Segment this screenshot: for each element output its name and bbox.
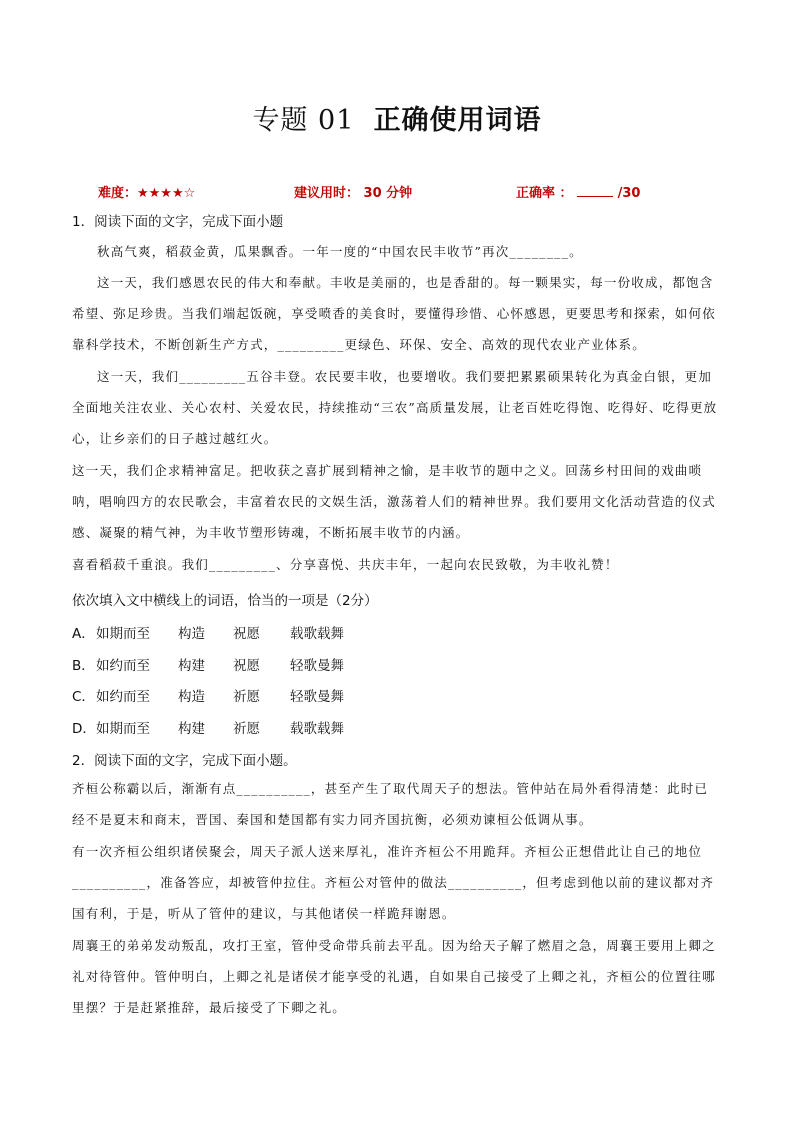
- option-key: B．: [72, 658, 95, 674]
- question-2-heading: 2．阅读下面的文字，完成下面小题。: [72, 753, 297, 769]
- q1-paragraph-4: 这一天，我们企求精神富足。把收获之喜扩展到精神之愉，是丰收节的题中之义。回荡乡村田间的戏曲唢呐，唱响四方的农民歌会，丰富着农民的文娱生活，激荡着人们的精神世界。我们要用文化活动营造的仪式感、凝聚的精气神，为丰收节塑形铸魂，不断拓展丰收节的内涵。: [72, 463, 716, 540]
- option-word: 载歌载舞: [290, 721, 344, 737]
- option-word: 祈愿: [233, 689, 260, 705]
- accuracy-label: 正确率 ：: [516, 186, 573, 201]
- option-word: 如约而至: [96, 658, 150, 674]
- q1-paragraph-5: 喜看稻菽千重浪。我们_________、分享喜悦、共庆丰年，一起向农民致敬，为丰收礼赞！: [72, 557, 619, 572]
- accuracy-total: /30: [617, 186, 641, 201]
- option-key: C．: [72, 689, 95, 705]
- accuracy-blank[interactable]: [577, 184, 613, 197]
- option-word: 祈愿: [233, 721, 260, 737]
- question-1-heading: 1．阅读下面的文字，完成下面小题: [72, 214, 284, 230]
- option-word: 如期而至: [96, 721, 150, 737]
- option-word: 祝愿: [233, 658, 260, 674]
- option-key: A．: [72, 626, 95, 642]
- q1-paragraph-2: 这一天，我们感恩农民的伟大和奉献。丰收是美丽的，也是香甜的。每一颗果实，每一份收成，都饱含希望、弥足珍贵。当我们端起饭碗，享受喷香的美食时，要懂得珍惜、心怀感恩，更要思考和探索，如何依靠科学技术，不断创新生产方式，_________更绿色、环保、安全、高效的现代农业产业体系。: [72, 275, 716, 352]
- option-word: 轻歌曼舞: [290, 658, 344, 674]
- option-word: 构造: [178, 626, 205, 642]
- q2-paragraph-2: 有一次齐桓公组织诸侯聚会，周天子派人送来厚礼，准许齐桓公不用跪拜。齐桓公正想借此让自己的地位__________，准备答应，却被管仲拉住。齐桓公对管仲的做法__________，但考虑到他以前的建议都对齐国有利，于是，听从了管仲的建议，与其他诸侯一样跪拜谢恩。: [72, 844, 715, 921]
- q1-paragraph-1: 秋高气爽，稻菽金黄，瓜果飘香。一年一度的“中国农民丰收节”再次________。: [97, 244, 583, 259]
- q2-paragraph-1: 齐桓公称霸以后，渐渐有点__________，甚至产生了取代周天子的想法。管仲站在局外看得清楚：此时已经不是夏末和商末，晋国、秦国和楚国都有实力同齐国抗衡，必须劝谏桓公低调从事。: [72, 781, 709, 827]
- page-title: [0, 98, 794, 137]
- option-word: 构造: [178, 689, 205, 705]
- option-word: 轻歌曼舞: [290, 689, 344, 705]
- option-word: 构建: [178, 721, 205, 737]
- q2-paragraph-3: 周襄王的弟弟发动叛乱，攻打王室，管仲受命带兵前去平乱。因为给天子解了燃眉之急，周襄王要用上卿之礼对待管仲。管仲明白，上卿之礼是诸侯才能享受的礼遇，自如果自己接受了上卿之礼，齐桓公的位置往哪里摆？于是赶紧推辞，最后接受了下卿之礼。: [72, 938, 716, 1015]
- difficulty-label: 难度：★★★★☆: [98, 186, 196, 201]
- option-key: D．: [72, 721, 96, 737]
- q1-prompt: 依次填入文中横线上的词语，恰当的一项是（2分）: [72, 593, 378, 609]
- meta-bar: [98, 182, 718, 202]
- q1-paragraph-3: 这一天，我们_________五谷丰登。农民要丰收，也要增收。我们要把累累硕果转化为真金白银，更加全面地关注农业、关心农村、关爱农民，持续推动“三农”高质量发展，让老百姓吃得饱、吃得好、吃得更放心，让乡亲们的日子越过越红火。: [72, 369, 718, 446]
- option-word: 构建: [178, 658, 205, 674]
- option-word: 如约而至: [96, 689, 150, 705]
- accuracy-rate: [516, 182, 640, 201]
- option-word: 如期而至: [96, 626, 150, 642]
- option-word: 载歌载舞: [290, 626, 344, 642]
- title-prefix: 专题 01: [252, 105, 355, 136]
- option-word: 祝愿: [233, 626, 260, 642]
- title-main: 正确使用词语: [373, 105, 542, 136]
- suggested-time-label: 建议用时： 30 分钟: [294, 186, 413, 201]
